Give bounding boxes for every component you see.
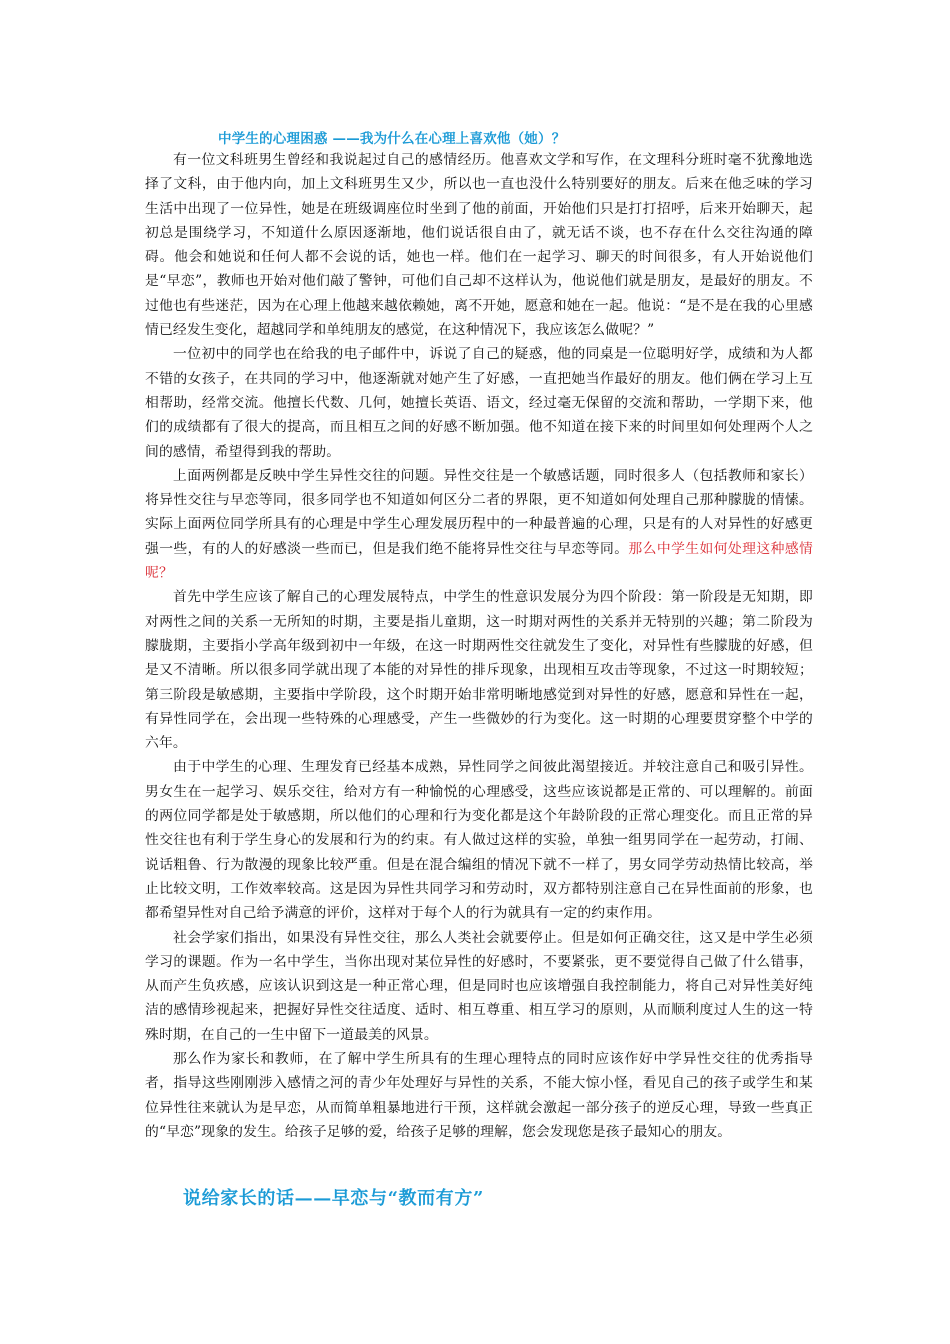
paragraph-text: 首先中学生应该了解自己的心理发展特点，中学生的性意识发展分为四个阶段：第一阶段是无知期，即对两性之间的关系一无所知的时期，主要是指儿童期，这一时期对两性的关系并无特别的兴趣；第二阶段为朦胧期，主要指小学高年级到初中一年级，在这一时期两性交往就发生了变化，对异性有些朦胧的好感，但是又不清晰。所以很多同学就出现了本能的对异性的排斥现象，出现相互攻击等现象，不过这一时期较短；第三阶段是敏感期，主要指中学阶段，这个时期开始非常明晰地感觉到对异性的好感，愿意和异性在一起，有异性同学在，会出现一些特殊的心理感受，产生一些微妙的行为变化。这一时期的心理要贯穿整个中学的六年。 — [145, 589, 813, 752]
section-title: 说给家长的话——早恋与“教而有方” — [183, 1188, 484, 1209]
article-body — [145, 148, 813, 1144]
paragraph-text: 一位初中的同学也在给我的电子邮件中，诉说了自己的疑惑，他的同桌是一位聪明好学，成绩和为人都不错的女孩子，在共同的学习中，他逐渐就对她产生了好感，一直把她当作最好的朋友。他们俩在学习上互相帮助，经常交流。他擅长代数、几何，她擅长英语、语文，经过毫无保留的交流和帮助，一学期下来，他们的成绩都有了很大的提高，而且相互之间的好感不断加强。他不知道在接下来的时间里如何处理两个人之间的感情，希望得到我的帮助。 — [145, 346, 813, 460]
paragraph-3 — [145, 464, 813, 585]
paragraph-5 — [145, 755, 813, 925]
document-title: 中学生的心理困惑 ——我为什么在心理上喜欢他（她）？ — [218, 131, 566, 147]
paragraph-text: 社会学家们指出，如果没有异性交往，那么人类社会就要停止。但是如何正确交往，这又是中学生必须学习的课题。作为一名中学生，当你出现对某位异性的好感时，不要紧张，更不要觉得自己做了什么错事，从而产生负疚感，应该认识到这是一种正常心理，但是同时也应该增强自我控制能力，将自己对异性美好纯洁的感情珍视起来，把握好异性交往适度、适时、相互尊重、相互学习的原则，从而顺利度过人生的这一特殊时期，在自己的一生中留下一道最美的风景。 — [145, 929, 813, 1043]
paragraph-text: 有一位文科班男生曾经和我说起过自己的感情经历。他喜欢文学和写作，在文理科分班时毫不犹豫地选择了文科，由于他内向，加上文科班男生又少，所以也一直也没什么特别要好的朋友。后来在他乏味的学习生活中出现了一位异性，她是在班级调座位时坐到了他的前面，开始他们只是打打招呼，后来开始聊天，起初总是围绕学习，不知道什么原因逐渐地，他们说话很自由了，就无话不谈，也不存在什么交往沟通的障碍。他会和她说和任何人都不会说的话，她也一样。他们在一起学习、聊天的时间很多，有人开始说他们是“早恋”，教师也开始对他们敲了警钟，可他们自己却不这样认为，他说他们就是朋友，是最好的朋友。不过他也有些迷茫，因为在心理上他越来越依赖她，离不开她，愿意和她在一起。他说：“是不是在我的心里感情已经发生变化，超越同学和单纯朋友的感觉，在这种情况下，我应该怎么做呢？” — [145, 152, 813, 339]
paragraph-7 — [145, 1047, 813, 1144]
paragraph-text: 由于中学生的心理、生理发育已经基本成熟，异性同学之间彼此渴望接近。并较注意自己和吸引异性。男女生在一起学习、娱乐交往，给对方有一种愉悦的心理感受，这些应该说都是正常的、可以理解的。前面的两位同学都是处于敏感期，所以他们的心理和行为变化都是这个年龄阶段的正常心理变化。而且正常的异性交往也有利于学生身心的发展和行为的约束。有人做过这样的实验，单独一组男同学在一起劳动，打闹、说话粗鲁、行为散漫的现象比较严重。但是在混合编组的情况下就不一样了，男女同学劳动热情比较高，举止比较文明，工作效率较高。这是因为异性共同学习和劳动时，双方都特别注意自己在异性面前的形象，也都希望异性对自己给予满意的评价，这样对于每个人的行为就具有一定的约束作用。 — [145, 759, 813, 922]
paragraph-2 — [145, 342, 813, 463]
paragraph-4 — [145, 585, 813, 755]
paragraph-text: 那么作为家长和教师，在了解中学生所具有的生理心理特点的同时应该作好中学异性交往的优秀指导者，指导这些刚刚涉入感情之河的青少年处理好与异性的关系，不能大惊小怪，看见自己的孩子或学生和某位异性往来就认为是早恋，从而简单粗暴地进行干预，这样就会激起一部分孩子的逆反心理，导致一些真正的“早恋”现象的发生。给孩子足够的爱，给孩子足够的理解，您会发现您是孩子最知心的朋友。 — [145, 1050, 813, 1140]
highlighted-question: 那么中学生如何处理这种感情呢？ — [145, 540, 813, 582]
paragraph-6 — [145, 926, 813, 1047]
paragraph-text: 上面两例都是反映中学生异性交往的问题。异性交往是一个敏感话题，同时很多人（包括教师和家长）将异性交往与早恋等同，很多同学也不知道如何区分二者的界限，更不知道如何处理自己那种朦胧的情愫。实际上面两位同学所具有的心理是中学生心理发展历程中的一种最普遍的心理，只是有的人对异性的好感更强一些，有的人的好感淡一些而已，但是我们绝不能将异性交往与早恋等同。 — [145, 467, 813, 557]
paragraph-1 — [145, 148, 813, 342]
